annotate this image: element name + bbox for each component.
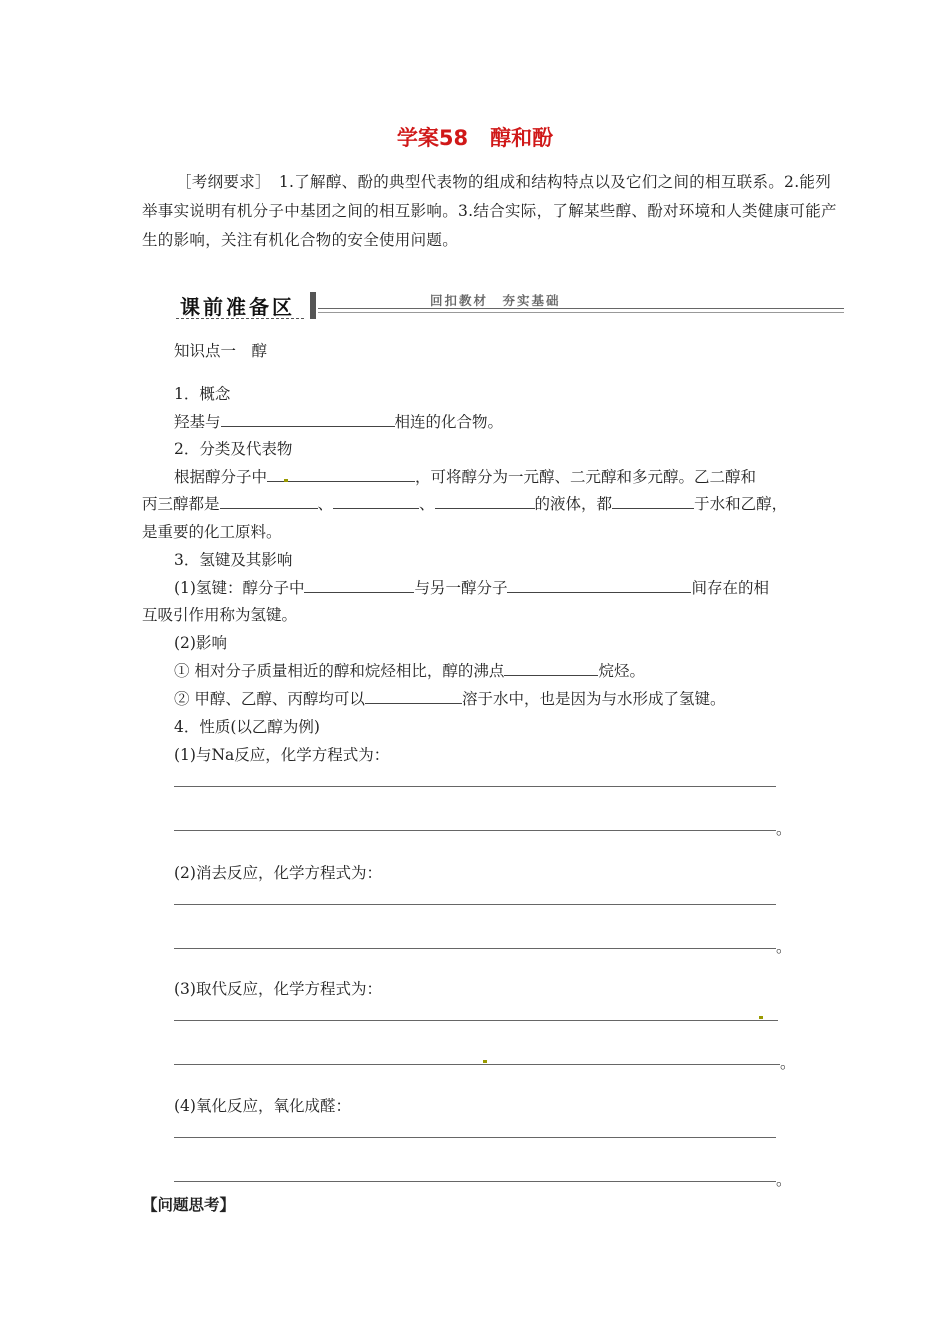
- class-text-c: 丙三醇都是: [142, 495, 220, 513]
- banner-rule: [318, 308, 844, 309]
- classification-line-1: [174, 465, 756, 487]
- blank-field[interactable]: [612, 493, 694, 509]
- blank-field[interactable]: [304, 577, 414, 593]
- hydrogen-bond-line-1: [174, 576, 769, 598]
- effect-line-1: [174, 659, 645, 681]
- mark-dot: [284, 479, 288, 482]
- hb-text-b: 与另一醇分子: [414, 579, 508, 597]
- class-text-a: 根据醇分子中: [174, 468, 268, 486]
- banner-bar: [310, 292, 316, 319]
- knowledge-point-heading: 知识点一 醇: [174, 342, 268, 360]
- answer-line[interactable]: [174, 830, 776, 831]
- classification-line-2: [142, 492, 787, 514]
- property-4-heading: (4)氧化反应，氧化成醛：: [174, 1097, 351, 1115]
- mark-dot: [759, 1016, 763, 1019]
- hb-text-c: 间存在的相: [691, 579, 769, 597]
- period-mark: 。: [776, 820, 792, 838]
- exam-requirements: ［考纲要求］ 1.了解醇、酚的典型代表物的组成和结构特点以及它们之间的相互联系。2.能列举事实说明有机分子中基团之间的相互影响。3.结合实际，了解某些醇、酚对环境和人类健康可能产生的影响，关注有机化合物的安全使用问题。: [142, 173, 837, 249]
- blank-field[interactable]: [507, 577, 691, 593]
- class-text-d: 的液体，都: [534, 495, 613, 513]
- banner-underline: [176, 318, 304, 319]
- blank-field[interactable]: [221, 411, 395, 427]
- blank-field[interactable]: [220, 493, 318, 509]
- page-title: [0, 122, 950, 152]
- separator: 、: [419, 495, 435, 513]
- blank-field[interactable]: [267, 466, 415, 482]
- title-subject: 醇和酚: [490, 126, 554, 150]
- answer-line[interactable]: [174, 904, 776, 905]
- answer-line[interactable]: [174, 1137, 776, 1138]
- period-mark: 。: [776, 938, 792, 956]
- section-banner: 课前准备区: [180, 295, 295, 319]
- concept-text-b: 相连的化合物。: [394, 413, 504, 431]
- class-text-e: 于水和乙醇，: [694, 495, 788, 513]
- title-main: 学案58: [396, 126, 469, 150]
- property-3-heading: (3)取代反应，化学方程式为：: [174, 980, 382, 998]
- answer-line[interactable]: [174, 1020, 778, 1021]
- effect-text-b: 烷烃。: [598, 662, 645, 680]
- question-thinking-heading: 【问题思考】: [142, 1195, 236, 1214]
- banner-rule-thin: [318, 312, 844, 313]
- effect-heading: (2)影响: [174, 634, 227, 652]
- properties-heading: 4．性质(以乙醇为例): [174, 718, 320, 736]
- property-1-heading: (1)与Na反应，化学方程式为：: [174, 746, 390, 764]
- effect-text-a: ① 相对分子质量相近的醇和烷烃相比，醇的沸点: [174, 662, 505, 680]
- effect-line-2: [174, 687, 725, 709]
- banner-slogan: 回扣教材 夯实基础: [430, 293, 561, 308]
- effect-text-d: 溶于水中，也是因为与水形成了氢键。: [461, 690, 726, 708]
- blank-field[interactable]: [365, 688, 462, 704]
- period-mark: 。: [780, 1054, 796, 1072]
- separator: 、: [317, 495, 334, 513]
- answer-line[interactable]: [174, 1181, 776, 1182]
- class-text-b: ，可将醇分为一元醇、二元醇和多元醇。乙二醇和: [415, 468, 757, 486]
- blank-field[interactable]: [504, 660, 598, 676]
- period-mark: 。: [776, 1171, 792, 1189]
- classification-line-3: 是重要的化工原料。: [142, 523, 282, 541]
- blank-field[interactable]: [333, 493, 419, 509]
- answer-line[interactable]: [174, 948, 776, 949]
- hydrogen-bond-heading: 3．氢键及其影响: [174, 551, 293, 569]
- concept-heading: 1．概念: [174, 385, 231, 403]
- hydrogen-bond-line-2: 互吸引作用称为氢键。: [142, 606, 298, 624]
- mark-dot: [483, 1060, 487, 1063]
- answer-line[interactable]: [174, 786, 776, 787]
- concept-line: [174, 410, 503, 432]
- answer-line[interactable]: [174, 1064, 780, 1065]
- blank-field[interactable]: [435, 493, 535, 509]
- classification-heading: 2．分类及代表物: [174, 440, 293, 458]
- effect-text-c: ② 甲醇、乙醇、丙醇均可以: [174, 690, 365, 708]
- hb-text-a: (1)氢键：醇分子中: [174, 579, 305, 597]
- concept-text-a: 羟基与: [174, 413, 221, 431]
- property-2-heading: (2)消去反应，化学方程式为：: [174, 864, 382, 882]
